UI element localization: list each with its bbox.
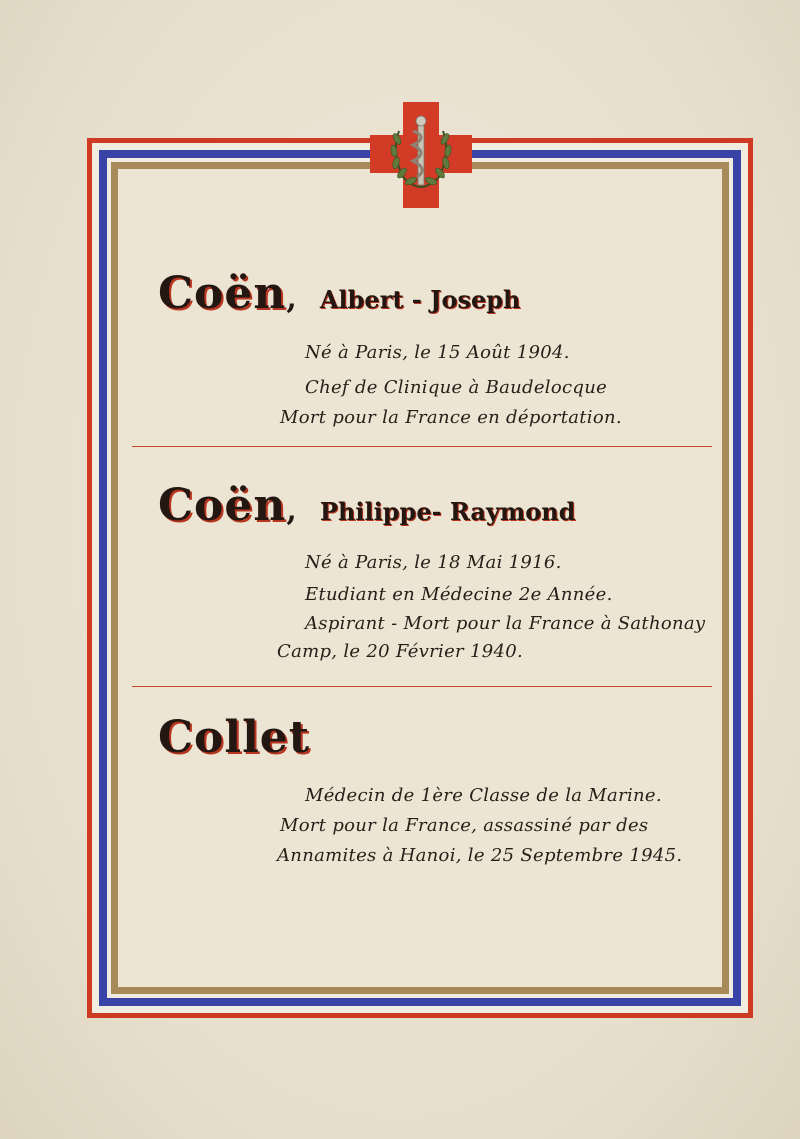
- entry-2-title: [158, 480, 576, 531]
- entry-1-comma: ,: [286, 281, 297, 316]
- red-cross-emblem-icon: [369, 101, 473, 209]
- entry-3-surname: Collet: [158, 712, 311, 763]
- separator-2: [132, 686, 712, 687]
- entry-1-given-names: Albert - Joseph: [319, 285, 521, 314]
- entry-2-given-names: Philippe- Raymond: [319, 497, 576, 526]
- entry-3-line-3: Annamites à Hanoi, le 25 Septembre 1945.: [277, 845, 683, 866]
- entry-1-surname: Coën: [158, 268, 287, 319]
- entry-3-line-2: Mort pour la France, assassiné par des: [280, 815, 649, 836]
- entry-3-title: [158, 712, 310, 763]
- entry-1-line-3: Mort pour la France en déportation.: [280, 407, 622, 428]
- entry-2-surname: Coën: [158, 480, 287, 531]
- entry-3-line-1: Médecin de 1ère Classe de la Marine.: [305, 785, 662, 806]
- entry-2-comma: ,: [286, 493, 297, 528]
- entry-1-line-2: Chef de Clinique à Baudelocque: [305, 377, 608, 398]
- entry-2-line-2: Etudiant en Médecine 2e Année.: [305, 584, 613, 605]
- separator-1: [132, 446, 712, 447]
- entry-1-line-1: Né à Paris, le 15 Août 1904.: [305, 342, 570, 363]
- entry-1-title: [158, 268, 520, 319]
- entry-2-line-1: Né à Paris, le 18 Mai 1916.: [305, 552, 562, 573]
- entry-2-line-3: Aspirant - Mort pour la France à Sathonay: [305, 613, 706, 634]
- entry-2-line-4: Camp, le 20 Février 1940.: [277, 641, 523, 662]
